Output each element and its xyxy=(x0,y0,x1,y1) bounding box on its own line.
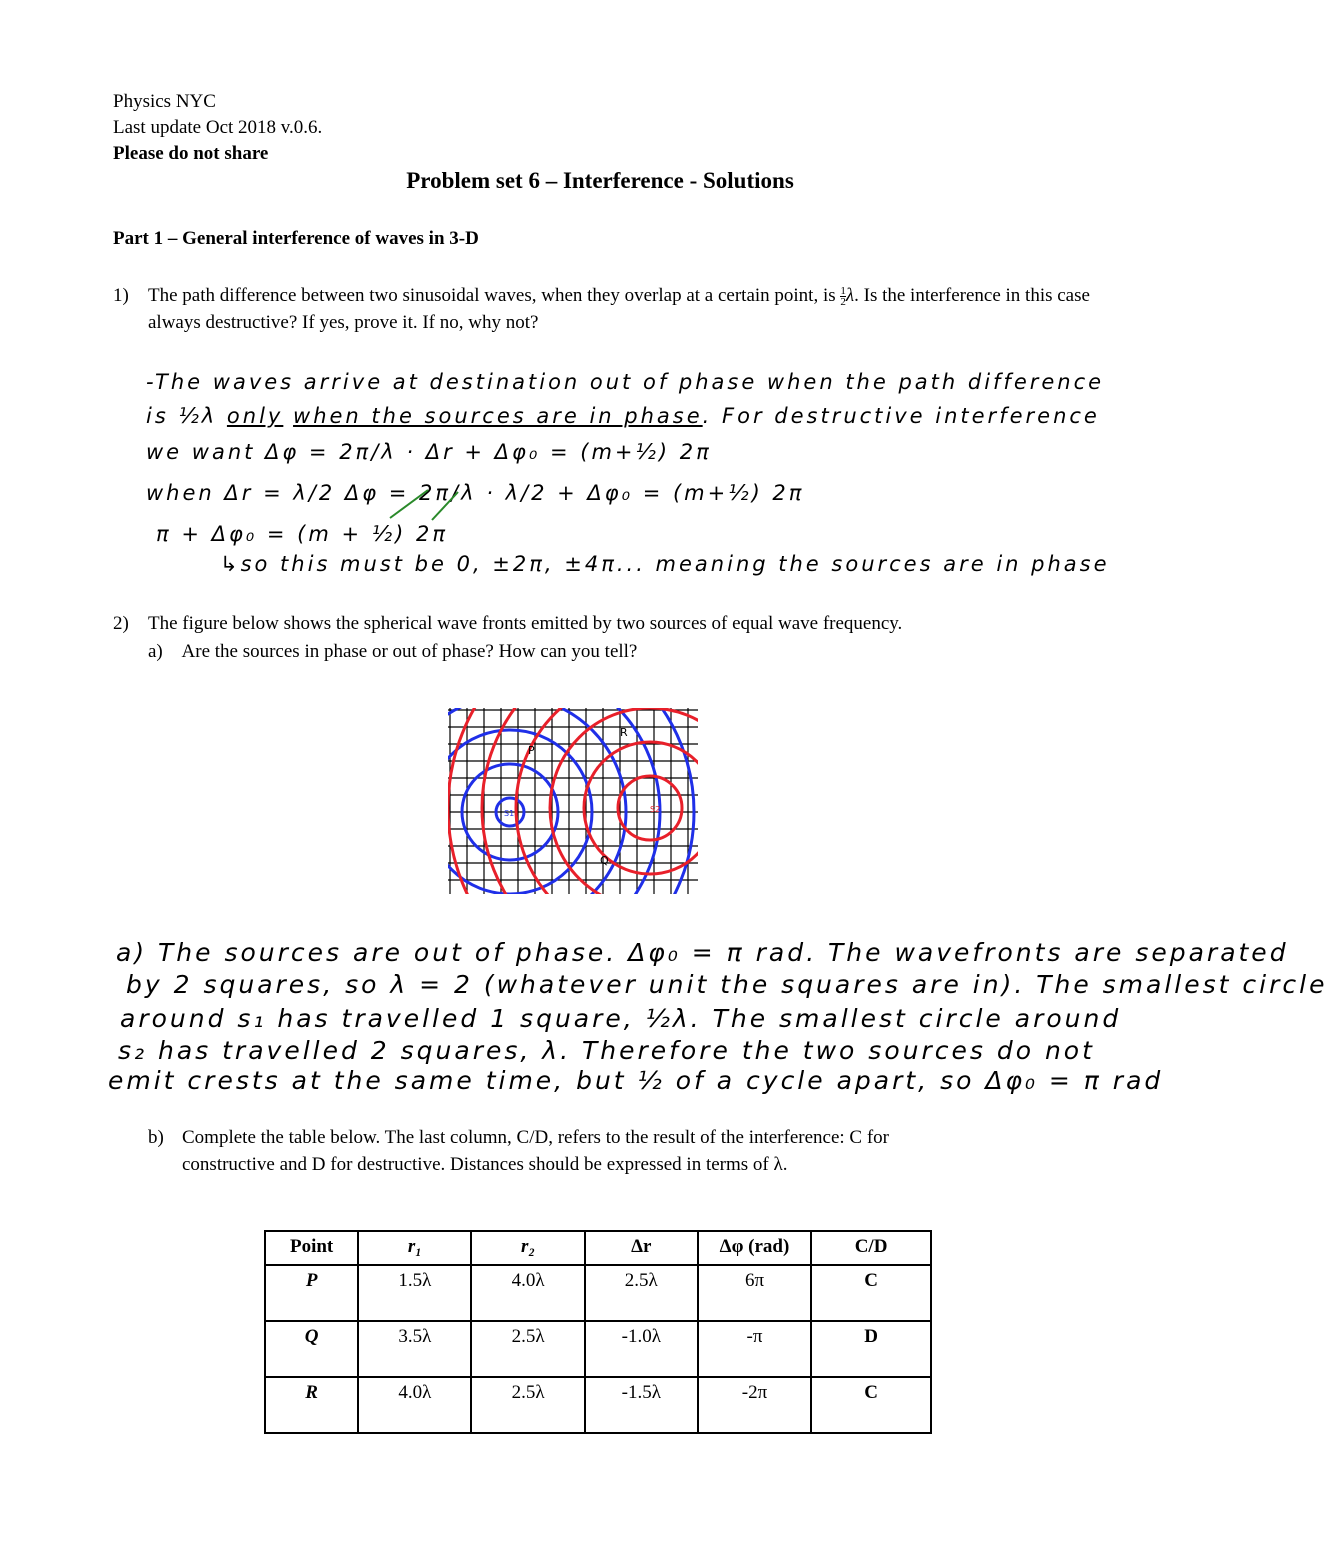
table-row xyxy=(265,1321,931,1377)
answer-1-line-4: when Δr = λ/2 Δφ = 2π/λ · λ/2 + Δφ₀ = (m+½) 2π xyxy=(146,481,805,505)
answer-1-underlined: only xyxy=(226,404,284,428)
answer-1-line-6: ↳so this must be 0, ±2π, ±4π... meaning the sources are in phase xyxy=(220,552,1110,576)
answer-1-line-2 xyxy=(146,404,1100,428)
question-text xyxy=(148,282,1098,336)
strike-through-mark xyxy=(380,486,480,526)
table-cell: Q xyxy=(265,1321,358,1377)
answer-1-fragment: is ½λ xyxy=(146,404,218,428)
table-cell: 4.0λ xyxy=(471,1265,584,1321)
wave-front-figure xyxy=(448,708,698,894)
answer-2a-line-5: emit crests at the same time, but ½ of a cycle apart, so Δφ₀ = π rad xyxy=(108,1066,1164,1095)
question-text-part-b: . Is the interference in this case always destructive? If yes, prove it. If no, why not? xyxy=(148,285,1090,333)
table-cell: C xyxy=(811,1377,931,1433)
answer-1-line-5: π + Δφ₀ = (m + ½) 2π xyxy=(156,522,448,546)
lambda-symbol: λ xyxy=(845,285,855,306)
header-line-1: Physics NYC xyxy=(113,91,216,112)
answer-2a-line-4: s₂ has travelled 2 squares, λ. Therefore the two sources do not xyxy=(118,1036,1095,1065)
table-row xyxy=(265,1377,931,1433)
table-row xyxy=(265,1265,931,1321)
table-cell: C xyxy=(811,1265,931,1321)
point-label-r: R xyxy=(620,726,628,739)
table-cell: -1.0λ xyxy=(585,1321,698,1377)
column-header: r₂ xyxy=(471,1231,584,1265)
page-title: Problem set 6 – Interference - Solutions xyxy=(406,168,794,193)
subquestion-text-line: Complete the table below. The last column, C/D, refers to the result of the interference: C for xyxy=(182,1127,889,1148)
table-cell: P xyxy=(265,1265,358,1321)
subquestion-text-line: constructive and D for destructive. Distances should be expressed in terms of λ. xyxy=(182,1154,788,1175)
column-header: r₁ xyxy=(358,1231,471,1265)
source-1-label: S1 xyxy=(504,809,515,818)
answer-1-line-1: -The waves arrive at destination out of phase when the path difference xyxy=(146,370,1105,394)
column-header: Point xyxy=(265,1231,358,1265)
fraction-numerator: 1 xyxy=(840,285,846,298)
table-cell: 4.0λ xyxy=(358,1377,471,1433)
question-number: 2) xyxy=(113,613,129,634)
answer-1-fragment: . For destructive interference xyxy=(702,404,1100,428)
table-cell: -1.5λ xyxy=(585,1377,698,1433)
table-header-row xyxy=(265,1231,931,1265)
table-cell: D xyxy=(811,1321,931,1377)
header-line-3: Please do not share xyxy=(113,143,269,164)
table-cell: 2.5λ xyxy=(471,1377,584,1433)
table-cell: 2.5λ xyxy=(585,1265,698,1321)
answer-2a-line-2: by 2 squares, so λ = 2 (whatever unit the squares are in). The smallest circle xyxy=(126,970,1327,999)
table-cell: -2π xyxy=(698,1377,811,1433)
table-cell: 6π xyxy=(698,1265,811,1321)
question-2a xyxy=(148,638,637,665)
answer-1-line-3: we want Δφ = 2π/λ · Δr + Δφ₀ = (m+½) 2π xyxy=(146,440,712,464)
point-label-p: P xyxy=(528,744,535,757)
answer-1-underlined: when the sources are in phase xyxy=(293,404,703,428)
table-cell: -π xyxy=(698,1321,811,1377)
table-cell: R xyxy=(265,1377,358,1433)
table-cell: 1.5λ xyxy=(358,1265,471,1321)
fraction-denominator: 2 xyxy=(840,296,846,309)
column-header: C/D xyxy=(811,1231,931,1265)
table-cell: 3.5λ xyxy=(358,1321,471,1377)
question-text: The figure below shows the spherical wave fronts emitted by two sources of equal wave frequency. xyxy=(148,613,903,634)
question-number: 1) xyxy=(113,285,129,306)
subquestion-label: b) xyxy=(148,1127,164,1148)
results-table xyxy=(264,1230,932,1434)
column-header: Δφ (rad) xyxy=(698,1231,811,1265)
question-text-part-a: The path difference between two sinusoidal waves, when they overlap at a certain point, is xyxy=(148,285,841,306)
subquestion-text: Are the sources in phase or out of phase? How can you tell? xyxy=(181,641,638,662)
answer-2a-line-3: around s₁ has travelled 1 square, ½λ. The smallest circle around xyxy=(120,1004,1122,1033)
question-2b-text xyxy=(182,1124,1082,1178)
subquestion-label: a) xyxy=(148,641,163,662)
answer-2a-line-1: a) The sources are out of phase. Δφ₀ = π rad. The wavefronts are separated xyxy=(116,938,1289,967)
point-label-q: Q xyxy=(600,854,609,867)
part-heading: Part 1 – General interference of waves in 3-D xyxy=(113,228,479,249)
table-cell: 2.5λ xyxy=(471,1321,584,1377)
column-header: Δr xyxy=(585,1231,698,1265)
question-2b xyxy=(148,1124,164,1151)
source-2-label: S2 xyxy=(650,805,661,814)
header-line-2: Last update Oct 2018 v.0.6. xyxy=(113,117,323,138)
